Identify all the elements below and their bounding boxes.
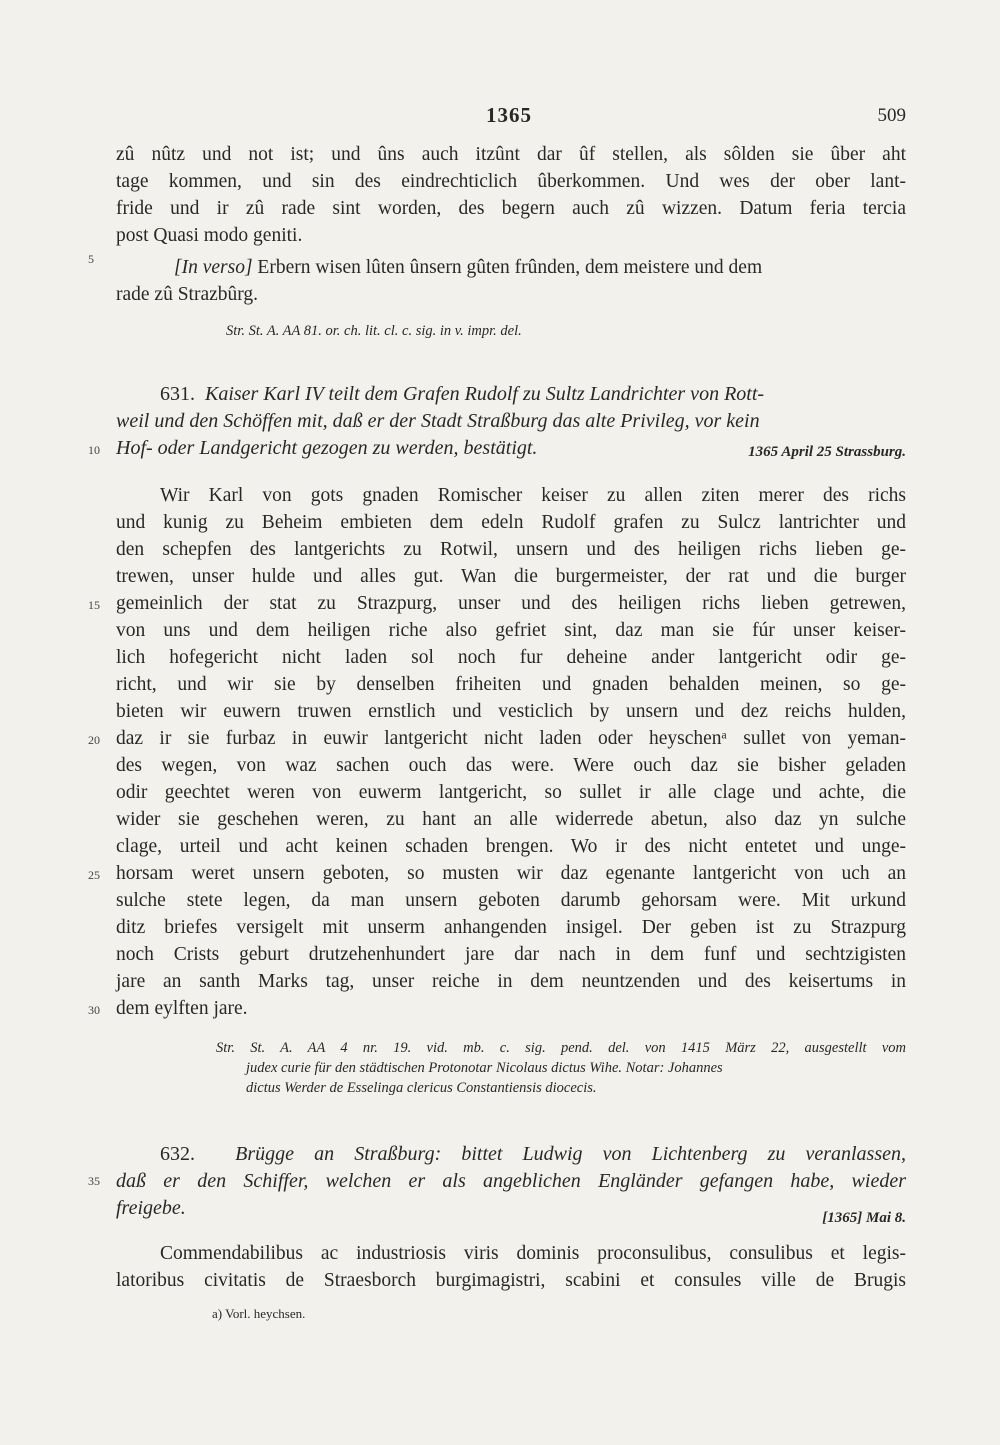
text-line: dem eylften jare.	[116, 998, 248, 1019]
text-line: latoribus civitatis de Straesborch burgimagistri, scabini et consules ville de Brugis	[116, 1270, 906, 1291]
text-line: horsam weret unsern geboten, so musten wir daz egenante lantgericht von uch an	[116, 863, 906, 884]
regest-line: daß er den Schiffer, welchen er als angeblichen Engländer gefangen habe, wieder	[116, 1170, 906, 1192]
page-number: 509	[877, 105, 906, 126]
text-line: daz ir sie furbaz in euwir lantgericht nicht laden oder heyschenᵃ sullet von yeman-	[116, 728, 906, 749]
document-date: [1365] Mai 8.	[822, 1210, 906, 1226]
text-line: den schepfen des lantgerichts zu Rotwil, unsern und des heiligen richs lieben ge-	[116, 539, 906, 560]
regest-line: weil und den Schöffen mit, daß er der Stadt Straßburg das alte Privileg, vor kein	[116, 410, 760, 432]
page-header	[0, 103, 1000, 133]
text-line: lich hofegericht nicht laden sol noch fur deheine ander lantgericht odir ge-	[116, 647, 906, 668]
line-number: 5	[88, 252, 94, 266]
source-line: judex curie für den städtischen Protonotar Nicolaus dictus Wihe. Notar: Johannes	[246, 1060, 723, 1076]
source-line: Str. St. A. AA 4 nr. 19. vid. mb. c. sig. pend. del. von 1415 März 22, ausgestellt vom	[216, 1040, 906, 1056]
header-year: 1365	[486, 103, 532, 127]
regest-632	[116, 1141, 906, 1226]
text-line: sulche stete legen, da man unsern geboten darumb gehorsam were. Mit urkund	[116, 890, 906, 911]
source-line: dictus Werder de Esselinga clericus Constantiensis diocecis.	[246, 1080, 597, 1096]
regest-631	[116, 381, 906, 462]
text-line: des wegen, von waz sachen ouch das were. Were ouch daz sie bisher geladen	[116, 755, 906, 776]
regest-line: freigebe. [1365] Mai 8.	[116, 1195, 906, 1222]
source-note: Str. St. A. AA 81. or. ch. lit. cl. c. sig. in v. impr. del.	[226, 323, 522, 339]
text-line: noch Crists geburt drutzehenhundert jare dar nach in dem funf und sechtzigisten	[116, 944, 906, 965]
intro-paragraph	[116, 141, 906, 249]
regest-line: 632. Brügge an Straßburg: bittet Ludwig von Lichtenberg zu veranlassen,	[160, 1143, 906, 1165]
text-line: rade zû Strazbûrg.	[116, 284, 259, 305]
document-date: 1365 April 25 Strassburg.	[748, 444, 906, 460]
text-line: von uns und dem heiligen riche also gefriet sint, daz man sie fúr unser keiser-	[116, 620, 906, 641]
text-line: wider sie geschehen weren, zu hant an alle widerrede abetun, also daz yn sulche	[116, 809, 906, 830]
line-number: 10	[88, 443, 100, 457]
text-line: fride und ir zû rade sint worden, des begern auch zû wizzen. Datum feria tercia	[116, 198, 906, 219]
verso-text: Erbern wisen lûten ûnsern gûten frûnden, dem meistere und dem	[252, 257, 763, 278]
text-line: tage kommen, und sin des eindrechticlich ûberkommen. Und wes der ober lant-	[116, 171, 906, 192]
verso-label: [In verso]	[174, 257, 253, 278]
text-line: bieten wir euwern truwen ernstlich und vesticlich by unsern und dez reichs hulden,	[116, 701, 906, 722]
text-line: post Quasi modo geniti.	[116, 225, 303, 246]
text-line: und kunig zu Beheim embieten dem edeln Rudolf grafen zu Sulcz lantrichter und	[116, 512, 906, 533]
document-number: 631.	[160, 383, 195, 405]
line-number: 25	[88, 868, 100, 882]
regest-line: Hof- oder Landgericht gezogen zu werden, bestätigt. 1365 April 25 Strassburg.	[116, 435, 906, 462]
text-line: trewen, unser hulde und alles gut. Wan die burgermeister, der rat und die burger	[116, 566, 906, 587]
line-number: 20	[88, 733, 100, 747]
body-631	[116, 482, 906, 1022]
verso-note	[116, 254, 906, 308]
text-line: jare an santh Marks tag, unser reiche in dem neuntzenden und des keisertums in	[116, 971, 906, 992]
text-line: gemeinlich der stat zu Strazpurg, unser und des heiligen richs lieben getrewen,	[116, 593, 906, 614]
source-note-631	[216, 1038, 906, 1098]
text-line: odir geechtet weren von euwerm lantgericht, so sullet ir alle clage und achte, die	[116, 782, 906, 803]
text-line: clage, urteil und acht keinen schaden brengen. Wo ir des nicht entetet und unge-	[116, 836, 906, 857]
body-632	[116, 1240, 906, 1294]
footnote: a) Vorl. heychsen.	[212, 1306, 306, 1321]
document-number: 632.	[160, 1143, 195, 1165]
text-line: Wir Karl von gots gnaden Romischer keiser zu allen ziten merer des richs	[160, 485, 906, 506]
text-line: Commendabilibus ac industriosis viris dominis proconsulibus, consulibus et legis-	[160, 1243, 906, 1264]
text-line: ditz briefes versigelt mit unserm anhangenden insigel. Der geben ist zu Strazpurg	[116, 917, 906, 938]
text-line: richt, und wir sie by denselben friheiten und gnaden behalden meinen, so ge-	[116, 674, 906, 695]
text-line: zû nûtz und not ist; und ûns auch itzûnt dar ûf stellen, als sôlden sie ûber aht	[116, 144, 906, 165]
line-number: 15	[88, 598, 100, 612]
text-line	[116, 254, 906, 281]
line-number: 30	[88, 1003, 100, 1017]
regest-line: 631. Kaiser Karl IV teilt dem Grafen Rudolf zu Sultz Landrichter von Rott-	[160, 383, 765, 405]
line-number: 35	[88, 1174, 100, 1188]
